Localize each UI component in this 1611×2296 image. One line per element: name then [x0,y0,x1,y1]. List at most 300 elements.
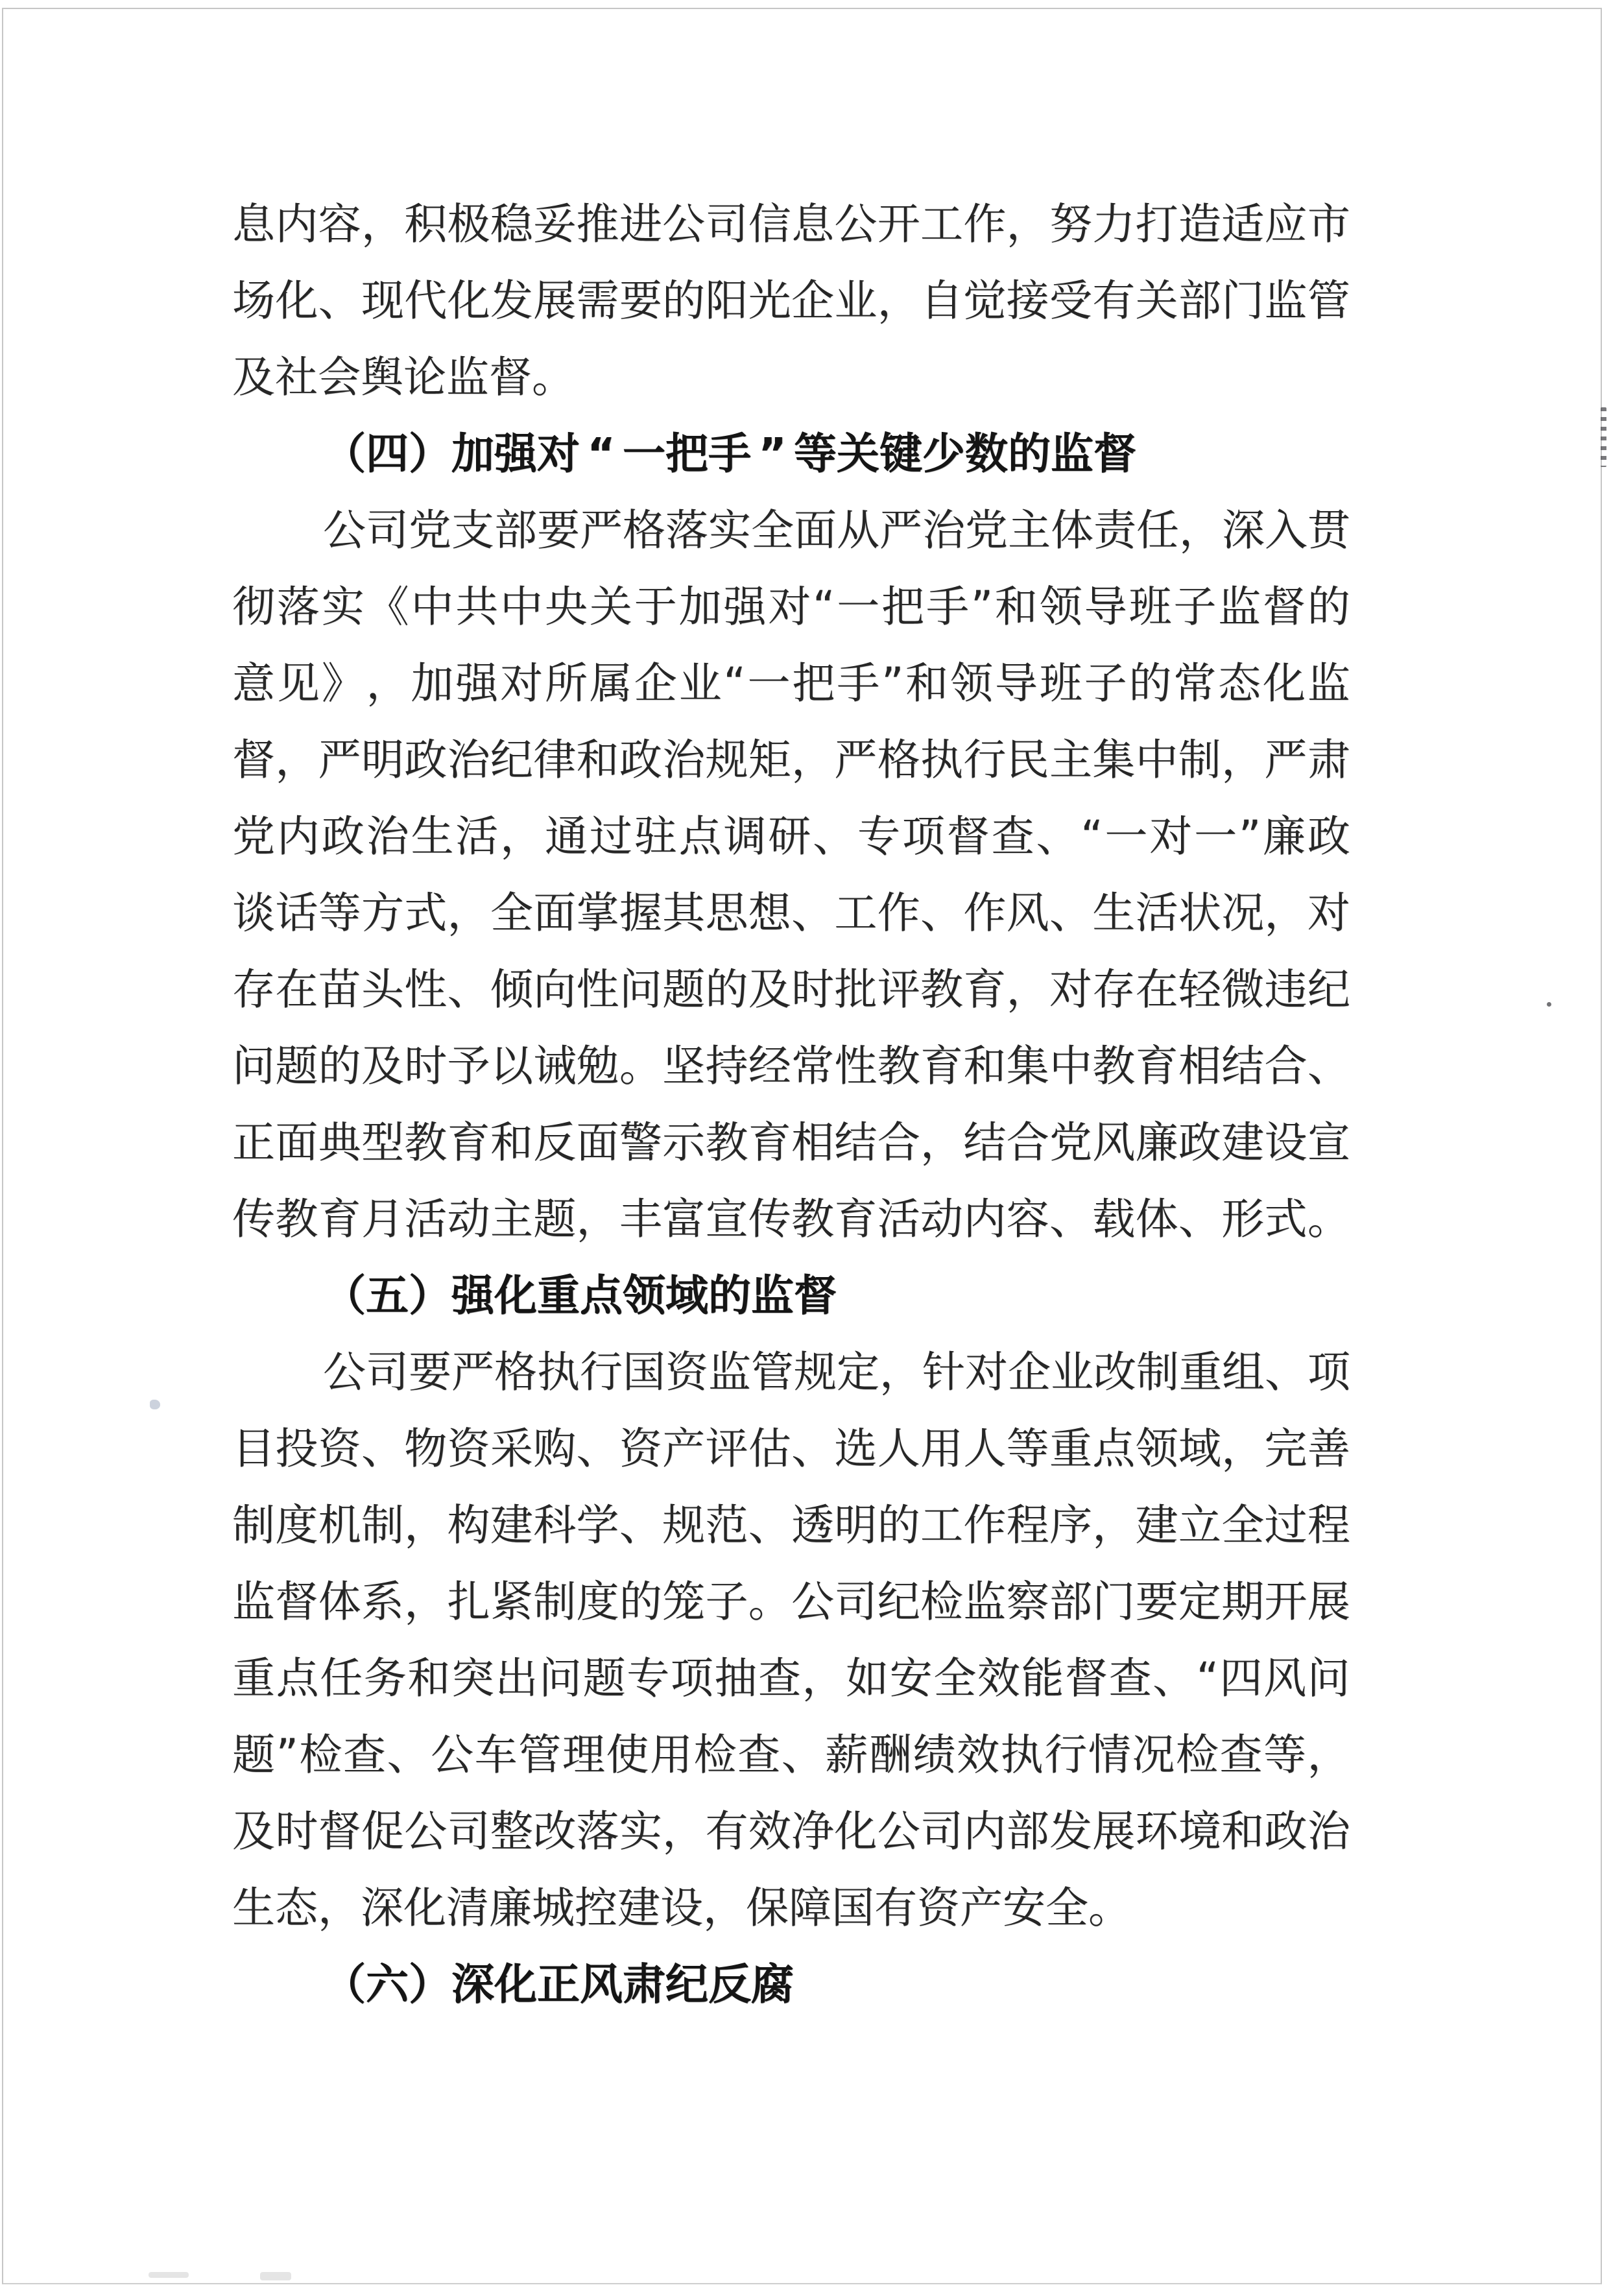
character: 严 [580,505,623,555]
character: 境 [1178,1806,1221,1856]
character: 察 [1006,1577,1049,1627]
character: 子 [1084,658,1127,708]
character: 、 [619,1500,662,1550]
character: 司 [834,1577,877,1627]
character: 掌 [576,888,619,938]
character: 存 [232,964,275,1014]
character: 加 [451,429,494,479]
text-line [232,1564,1350,1640]
character: 建 [490,1500,533,1550]
character: 构 [447,1500,490,1550]
character: 式 [1264,1194,1307,1244]
character: 购 [533,1424,577,1474]
section-heading [232,1946,1350,2023]
character: 公 [323,505,366,555]
character: 现 [361,276,404,326]
character: 性 [404,964,448,1014]
character: 推 [576,199,619,249]
character: 序 [1049,1500,1092,1550]
character: 、 [1307,1041,1350,1091]
character: 、 [791,1424,835,1474]
character: 性 [576,964,619,1014]
character: 范 [705,1500,748,1550]
character: 制 [232,1500,275,1550]
character: 通 [545,811,588,861]
character: 极 [447,199,490,249]
character: 治 [366,811,409,861]
character: 关 [1135,276,1178,326]
scan-artifact-dot [1547,1002,1551,1007]
character: 对 [1149,811,1193,861]
character: 企 [634,658,677,708]
character: 执 [920,735,963,785]
character: 严 [318,735,361,785]
text-line [232,722,1350,798]
character: 估 [748,1424,791,1474]
character: 和 [576,735,619,785]
character: 和 [905,658,949,708]
character: 五 [366,1271,409,1321]
character: 展 [1307,1577,1350,1627]
text-line [232,1105,1350,1181]
character: 反 [533,1118,577,1167]
character: 的 [708,1271,751,1321]
document-text [232,186,1350,2023]
character: 整 [490,1806,533,1856]
character: 生 [232,1883,275,1933]
character: 持 [705,1041,748,1091]
character: （ [323,1271,366,1321]
character: 纪 [877,1577,920,1627]
character: 时 [791,964,835,1014]
character: 落 [665,505,708,555]
character: 理 [562,1730,605,1780]
character: 体 [318,1577,361,1627]
character: 笼 [662,1577,706,1627]
character: 其 [662,888,706,938]
character: 和 [994,582,1038,632]
character: 域 [1178,1424,1221,1474]
character: 的 [1008,429,1051,479]
character: 教 [705,1118,748,1167]
character: 使 [606,1730,649,1780]
character: 场 [232,276,275,326]
text-line [232,186,1350,263]
character: 风 [1263,1653,1307,1703]
character: 造 [1178,199,1221,249]
character: 市 [1307,199,1350,249]
character: 廉 [1135,1118,1178,1167]
character: 正 [537,1959,580,2009]
character: 教 [404,1118,448,1167]
character: 司 [705,199,748,249]
character: 的 [662,276,706,326]
character: 律 [533,735,577,785]
character: 从 [837,505,879,555]
character: 党 [409,505,451,555]
character: 化 [403,1883,446,1933]
character: ， [1092,1500,1136,1550]
character: ， [1179,505,1222,555]
character: 容 [318,199,361,249]
character: 需 [576,276,619,326]
character: 结 [963,1118,1007,1167]
character: 责 [1093,505,1136,555]
character: 格 [623,505,665,555]
text-line [232,1411,1350,1487]
character: 支 [451,505,494,555]
character: 的 [619,1577,662,1627]
text-line [232,798,1350,875]
character: 投 [275,1424,318,1474]
character: 息 [791,199,835,249]
character: 内 [963,1194,1007,1244]
character: 坚 [662,1041,706,1091]
character: 把 [665,429,708,479]
character: 中 [1049,1041,1092,1091]
text-line [232,339,1350,416]
character: 监 [446,352,489,402]
character: ， [404,1500,448,1550]
character: 化 [447,276,490,326]
character: 话 [275,888,318,938]
character: 舆 [361,352,403,402]
character: 党 [232,811,275,861]
character: 加 [411,658,454,708]
character: 环 [1135,1806,1178,1856]
character: 出 [495,1653,538,1703]
character: 态 [275,1883,318,1933]
text-line [232,1640,1350,1717]
character: 宣 [1307,1118,1350,1167]
character: 键 [879,429,922,479]
character: 要 [409,1347,451,1397]
character: 能 [1021,1653,1064,1703]
character: 班 [1039,658,1082,708]
character: 会 [318,352,361,402]
character: 接 [1006,276,1049,326]
character: 全 [751,505,794,555]
character: 治 [662,735,706,785]
character: 工 [920,1500,963,1550]
character: ） [409,1271,451,1321]
character: 少 [922,429,965,479]
character: ， [1221,735,1265,785]
character: 业 [678,658,722,708]
character: 公 [877,1806,920,1856]
character: 体 [1051,505,1093,555]
character: 育 [318,1194,361,1244]
character: 督 [232,735,275,785]
character: 用 [920,1424,963,1474]
character: 传 [748,1194,791,1244]
character: 作 [963,1500,1007,1550]
character: 程 [1006,1500,1049,1550]
character: 资 [447,1424,490,1474]
character: 领 [950,658,994,708]
character: 作 [963,199,1007,249]
character: 严 [834,735,877,785]
character: 车 [474,1730,518,1780]
character: 对 [1049,964,1092,1014]
character: 方 [361,888,404,938]
text-line [232,1717,1350,1793]
character: 《 [366,582,409,632]
character: 采 [490,1424,533,1474]
character: 题 [533,1194,577,1244]
character: 纪 [665,1959,708,2009]
character: 要 [537,505,580,555]
character: 主 [490,1194,533,1244]
character: 部 [1178,276,1221,326]
character: 、 [1049,1194,1092,1244]
character: 问 [1307,1653,1350,1703]
character: 治 [1307,1806,1350,1856]
character: 对 [537,429,580,479]
character: 见 [276,658,320,708]
character: 建 [617,1883,660,1933]
character: 机 [318,1500,361,1550]
character: 查 [758,1653,801,1703]
character: 面 [275,1118,318,1167]
character: 规 [794,1347,837,1397]
character: 、 [920,888,963,938]
character: 廉 [489,1883,532,1933]
character: 工 [920,199,963,249]
character: 等 [318,888,361,938]
character: 和 [963,1041,1007,1091]
character: 四 [1219,1653,1263,1703]
character: 有 [1092,276,1136,326]
character: 进 [619,199,662,249]
character: ” [970,582,994,632]
character: 点 [678,811,722,861]
character: 强 [455,658,499,708]
text-line [232,645,1350,722]
character: 设 [1264,1118,1307,1167]
character: 公 [834,199,877,249]
character: 系 [361,1577,404,1627]
character: 面 [794,505,837,555]
character: 建 [1221,1118,1265,1167]
character: 和 [1221,1806,1265,1856]
character: 专 [857,811,901,861]
character: 检 [920,1577,963,1627]
character: 领 [1135,1424,1178,1474]
character: 务 [363,1653,407,1703]
character: 产 [960,1883,1003,1933]
character: 物 [404,1424,448,1474]
character: 教 [920,964,963,1014]
character: 活 [1135,888,1178,938]
character: ） [409,429,451,479]
character: 制 [533,1577,577,1627]
character: 。 [619,1041,662,1091]
character: 督 [946,811,990,861]
character: 集 [1092,735,1136,785]
character: 倾 [490,964,533,1014]
scan-artifact-speck [150,1400,160,1409]
character: ） [409,1959,451,2009]
character: 适 [1221,199,1265,249]
character: 矩 [748,735,791,785]
character: 共 [455,582,499,632]
character: 制 [361,1500,404,1550]
character: 查 [737,1730,781,1780]
character: 打 [1135,199,1178,249]
character: 实 [708,505,751,555]
character: 控 [575,1883,617,1933]
character: 业 [834,276,877,326]
character: 作 [963,888,1007,938]
character: 题 [582,1653,626,1703]
character: 受 [1049,276,1092,326]
character: 纪 [490,735,533,785]
character: ， [361,199,404,249]
character: 公 [662,199,706,249]
character: 面 [533,888,577,938]
character: 制 [1178,735,1221,785]
character: 科 [533,1500,577,1550]
character: 诫 [533,1041,577,1091]
character: 相 [791,1118,835,1167]
character: 肃 [623,1959,665,2009]
character: 全 [1045,1883,1088,1933]
character: 、 [1049,888,1092,938]
character: 国 [623,1347,665,1397]
character: 要 [1135,1577,1178,1627]
character: 育 [1135,1041,1178,1091]
character: 央 [545,582,588,632]
character: 及 [232,1806,275,1856]
character: 项 [670,1653,713,1703]
character: 况 [1132,1730,1175,1780]
character: 题 [662,964,706,1014]
character: 育 [447,1118,490,1167]
character: 管 [751,1347,794,1397]
character: 手 [837,658,880,708]
character: 查 [342,1730,386,1780]
character: 检 [1175,1730,1219,1780]
character: 生 [1092,888,1136,938]
character: 内 [275,199,318,249]
character: 期 [1221,1577,1265,1627]
character: ， [447,888,490,938]
text-line [232,1028,1350,1105]
character: 民 [1006,735,1049,785]
character: 正 [232,1118,275,1167]
character: 向 [533,964,577,1014]
character: 性 [834,1041,877,1091]
character: 薪 [825,1730,868,1780]
character: 、 [1178,1194,1221,1244]
character: 宣 [705,1194,748,1244]
character: 司 [366,505,409,555]
character: 力 [1092,199,1136,249]
character: 问 [232,1041,275,1091]
character: 状 [1178,888,1221,938]
character: 实 [321,582,364,632]
scan-artifact-smudge-dark [1601,407,1606,467]
character: 相 [1178,1041,1221,1091]
character: 。 [748,1577,791,1627]
character: ， [318,1883,361,1933]
character: 检 [693,1730,737,1780]
character: 以 [490,1041,533,1091]
character: ” [881,658,904,708]
character: 资 [619,1424,662,1474]
character: 的 [1307,582,1350,632]
character: 行 [580,1347,623,1397]
character: ” [276,1730,298,1780]
character: 人 [877,1424,920,1474]
character: 、 [387,1730,430,1780]
character: 和 [407,1653,451,1703]
character: 查 [991,811,1034,861]
character: 常 [1173,658,1217,708]
character: 月 [361,1194,404,1244]
character: 监 [1218,582,1261,632]
character: 丰 [619,1194,662,1244]
character: 富 [662,1194,706,1244]
character: 情 [1088,1730,1131,1780]
character: 载 [1092,1194,1136,1244]
character: 腐 [751,1959,794,2009]
character: 作 [877,888,920,938]
character: 项 [901,811,945,861]
character: 意 [232,658,275,708]
character: 监 [1264,276,1307,326]
character: 行 [1044,1730,1088,1780]
character: 公 [791,1577,835,1627]
character: 育 [748,1118,791,1167]
character: 行 [963,735,1007,785]
character: 化 [1263,658,1306,708]
character: 反 [708,1959,751,2009]
character: 党 [1049,1118,1092,1167]
character: 督 [275,1577,318,1627]
character: 保 [746,1883,789,1933]
character: 明 [834,1500,877,1550]
character: 督 [318,1806,361,1856]
character: 政 [1178,1118,1221,1167]
character: 治 [447,735,490,785]
character: 想 [748,888,791,938]
character: 廉 [1263,811,1306,861]
character: 展 [1092,1806,1136,1856]
character: 查 [1108,1653,1152,1703]
character: 部 [1006,1806,1049,1856]
character: 在 [275,964,318,1014]
character: 活 [404,1194,448,1244]
character: 重 [1049,1424,1092,1474]
character: 和 [490,1118,533,1167]
character: 导 [1084,582,1127,632]
character: 有 [874,1883,917,1933]
character: 工 [834,888,877,938]
character: 重 [1179,1347,1222,1397]
character: 规 [705,735,748,785]
character: 对 [500,658,543,708]
character: 、 [1265,1347,1307,1397]
character: 教 [791,1194,835,1244]
character: 等 [1263,1730,1307,1780]
character: 时 [275,1806,318,1856]
character: 域 [665,1271,708,1321]
character: 结 [834,1118,877,1167]
character: 对 [965,1347,1008,1397]
character: 紧 [490,1577,533,1627]
